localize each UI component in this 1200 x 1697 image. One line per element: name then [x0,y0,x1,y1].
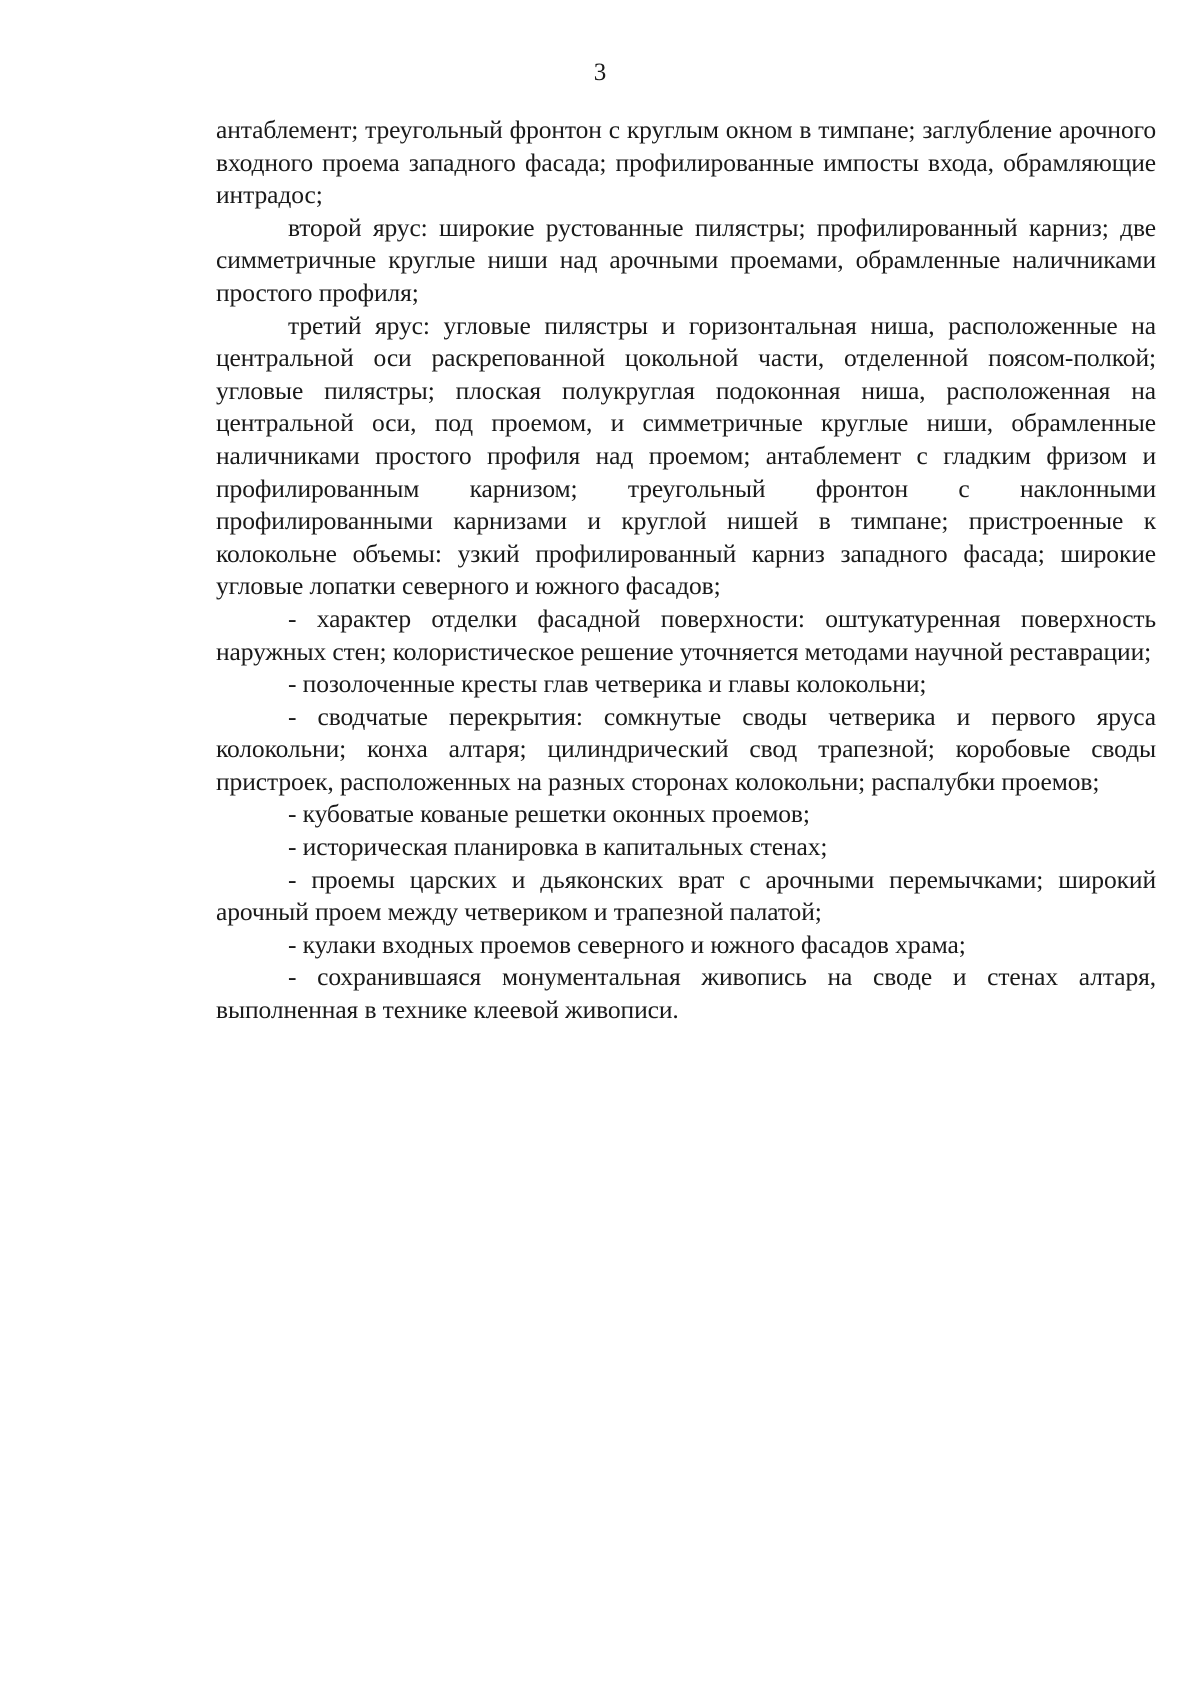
paragraph-second-tier: второй ярус: широкие рустованные пилястры; профилированный карниз; две симметричные круглые ниши над арочными проемами, обрамленные наличниками простого профиля; [216,212,1156,307]
list-item-entrance-fists: - кулаки входных проемов северного и южного фасадов храма; [288,929,966,959]
list-item-gate-openings: - проемы царских и дьяконских врат с арочными перемычками; широкий арочный проем между четвериком и трапезной палатой; [216,864,1156,927]
list-item-historic-layout: - историческая планировка в капитальных стенах; [288,832,828,862]
list-item-wall-painting: - сохранившаяся монументальная живопись на своде и стенах алтаря, выполненная в технике клеевой живописи. [216,962,1156,1025]
list-item-facade-finish: - характер отделки фасадной поверхности: оштукатуренная поверхность наружных стен; колористическое решение уточняется методами научной реставрации; [216,603,1156,666]
list-item-window-grilles: - кубоватые кованые решетки оконных проемов; [288,799,810,829]
paragraph-entablature: антаблемент; треугольный фронтон с круглым окном в тимпане; заглубление арочного входного проема западного фасада; профилированные импосты входа, обрамляющие интрадос; [216,115,1156,210]
list-item-vaulted-ceilings: - сводчатые перекрытия: сомкнутые своды четверика и первого яруса колокольни; конха алтаря; цилиндрический свод трапезной; коробовые своды пристроек, расположенных на разных сторонах колокольни; распалубки проемов; [216,701,1156,796]
list-item-gilded-crosses: - позолоченные кресты глав четверика и главы колокольни; [288,669,927,699]
page-number: 3 [593,59,607,86]
paragraph-third-tier: третий ярус: угловые пилястры и горизонтальная ниша, расположенные на центральной оси раскрепованной цокольной части, отделенной поясом-полкой; угловые пилястры; плоская полукруглая подоконная ниша, расположенная на центральной оси, под проемом, и симметричные круглые ниши, обрамленные наличниками простого профиля над проемом; антаблемент с гладким фризом и профилированным карнизом; треугольный фронтон с наклонными профилированными карнизами и круглой нишей в тимпане; пристроенные к колокольне объемы: узкий профилированный карниз западного фасада; широкие угловые лопатки северного и южного фасадов; [216,310,1156,601]
document-body [216,114,1156,1027]
